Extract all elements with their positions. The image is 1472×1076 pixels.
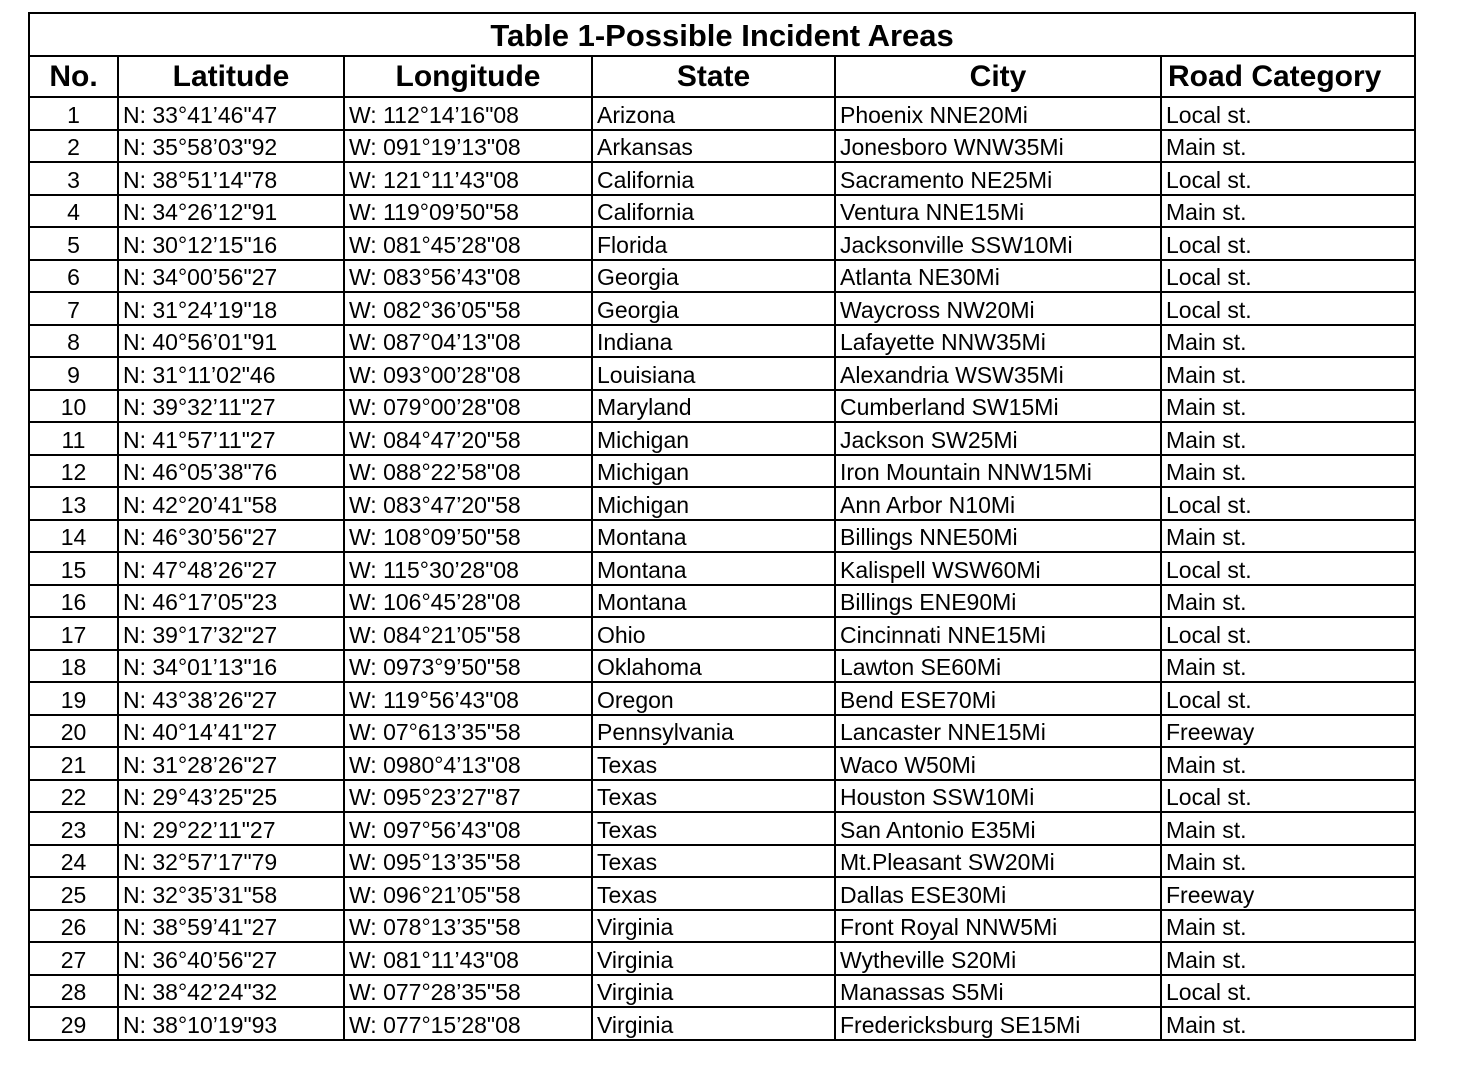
cell-road-category: Main st. — [1161, 910, 1415, 943]
cell-longitude: W: 115°30’28"08 — [344, 552, 592, 585]
cell-state: Florida — [592, 227, 835, 260]
cell-city: Billings NNE50Mi — [835, 520, 1161, 553]
cell-state: Ohio — [592, 617, 835, 650]
cell-longitude: W: 108°09’50"58 — [344, 520, 592, 553]
table-title: Table 1-Possible Incident Areas — [29, 13, 1415, 56]
cell-longitude: W: 096°21’05"58 — [344, 877, 592, 910]
cell-longitude: W: 079°00’28"08 — [344, 390, 592, 423]
cell-no: 12 — [29, 455, 118, 488]
cell-state: Texas — [592, 812, 835, 845]
cell-road-category: Main st. — [1161, 747, 1415, 780]
cell-city: Lafayette NNW35Mi — [835, 325, 1161, 358]
table-row — [29, 292, 1415, 325]
cell-no: 3 — [29, 162, 118, 195]
cell-no: 27 — [29, 942, 118, 975]
cell-road-category: Main st. — [1161, 390, 1415, 423]
cell-road-category: Main st. — [1161, 195, 1415, 228]
table-row — [29, 130, 1415, 163]
cell-longitude: W: 112°14’16"08 — [344, 97, 592, 130]
cell-latitude: N: 38°10’19"93 — [118, 1007, 344, 1040]
cell-no: 15 — [29, 552, 118, 585]
table-row — [29, 97, 1415, 130]
table-row — [29, 747, 1415, 780]
table-row — [29, 617, 1415, 650]
cell-state: Texas — [592, 877, 835, 910]
cell-no: 4 — [29, 195, 118, 228]
cell-no: 6 — [29, 260, 118, 293]
cell-longitude: W: 095°23’27"87 — [344, 780, 592, 813]
cell-latitude: N: 32°57’17"79 — [118, 845, 344, 878]
cell-latitude: N: 41°57’11"27 — [118, 422, 344, 455]
cell-no: 2 — [29, 130, 118, 163]
cell-state: California — [592, 195, 835, 228]
cell-no: 19 — [29, 682, 118, 715]
cell-state: Texas — [592, 780, 835, 813]
cell-city: Jonesboro WNW35Mi — [835, 130, 1161, 163]
cell-no: 5 — [29, 227, 118, 260]
cell-city: Lawton SE60Mi — [835, 650, 1161, 683]
cell-road-category: Freeway — [1161, 877, 1415, 910]
cell-longitude: W: 119°09’50"58 — [344, 195, 592, 228]
cell-city: Manassas S5Mi — [835, 975, 1161, 1008]
table-row — [29, 910, 1415, 943]
cell-state: Georgia — [592, 292, 835, 325]
table-row — [29, 455, 1415, 488]
cell-state: Virginia — [592, 910, 835, 943]
cell-state: Georgia — [592, 260, 835, 293]
cell-longitude: W: 081°11’43"08 — [344, 942, 592, 975]
cell-latitude: N: 36°40’56"27 — [118, 942, 344, 975]
cell-latitude: N: 31°28’26"27 — [118, 747, 344, 780]
cell-longitude: W: 121°11’43"08 — [344, 162, 592, 195]
cell-state: Maryland — [592, 390, 835, 423]
cell-latitude: N: 35°58’03"92 — [118, 130, 344, 163]
cell-no: 25 — [29, 877, 118, 910]
cell-road-category: Local st. — [1161, 260, 1415, 293]
cell-longitude: W: 07°613’35"58 — [344, 715, 592, 748]
cell-road-category: Main st. — [1161, 422, 1415, 455]
cell-state: Montana — [592, 552, 835, 585]
cell-latitude: N: 31°11’02"46 — [118, 357, 344, 390]
header-no: No. — [29, 56, 118, 97]
table-row — [29, 195, 1415, 228]
cell-state: Michigan — [592, 422, 835, 455]
cell-state: Michigan — [592, 455, 835, 488]
table-row — [29, 260, 1415, 293]
cell-longitude: W: 087°04’13"08 — [344, 325, 592, 358]
cell-latitude: N: 34°00’56"27 — [118, 260, 344, 293]
cell-state: Montana — [592, 585, 835, 618]
cell-no: 20 — [29, 715, 118, 748]
cell-city: Iron Mountain NNW15Mi — [835, 455, 1161, 488]
cell-state: Montana — [592, 520, 835, 553]
cell-state: Oklahoma — [592, 650, 835, 683]
cell-road-category: Main st. — [1161, 942, 1415, 975]
cell-state: California — [592, 162, 835, 195]
cell-road-category: Main st. — [1161, 325, 1415, 358]
cell-city: Jackson SW25Mi — [835, 422, 1161, 455]
cell-road-category: Local st. — [1161, 780, 1415, 813]
cell-no: 11 — [29, 422, 118, 455]
cell-city: Fredericksburg SE15Mi — [835, 1007, 1161, 1040]
cell-latitude: N: 38°42’24"32 — [118, 975, 344, 1008]
cell-city: San Antonio E35Mi — [835, 812, 1161, 845]
cell-latitude: N: 46°05’38"76 — [118, 455, 344, 488]
table-row — [29, 520, 1415, 553]
cell-road-category: Main st. — [1161, 650, 1415, 683]
cell-latitude: N: 34°26’12"91 — [118, 195, 344, 228]
cell-city: Bend ESE70Mi — [835, 682, 1161, 715]
cell-longitude: W: 084°21’05"58 — [344, 617, 592, 650]
cell-city: Jacksonville SSW10Mi — [835, 227, 1161, 260]
cell-road-category: Local st. — [1161, 682, 1415, 715]
cell-city: Billings ENE90Mi — [835, 585, 1161, 618]
table-row — [29, 162, 1415, 195]
cell-state: Indiana — [592, 325, 835, 358]
cell-no: 10 — [29, 390, 118, 423]
table-row — [29, 357, 1415, 390]
cell-longitude: W: 084°47’20"58 — [344, 422, 592, 455]
cell-road-category: Local st. — [1161, 227, 1415, 260]
cell-state: Arizona — [592, 97, 835, 130]
cell-state: Louisiana — [592, 357, 835, 390]
table-row — [29, 845, 1415, 878]
cell-road-category: Main st. — [1161, 520, 1415, 553]
cell-latitude: N: 40°56’01"91 — [118, 325, 344, 358]
cell-no: 1 — [29, 97, 118, 130]
cell-road-category: Local st. — [1161, 292, 1415, 325]
cell-latitude: N: 47°48’26"27 — [118, 552, 344, 585]
cell-city: Waycross NW20Mi — [835, 292, 1161, 325]
cell-longitude: W: 0973°9’50"58 — [344, 650, 592, 683]
cell-latitude: N: 46°30’56"27 — [118, 520, 344, 553]
cell-no: 28 — [29, 975, 118, 1008]
cell-latitude: N: 38°59’41"27 — [118, 910, 344, 943]
cell-road-category: Main st. — [1161, 585, 1415, 618]
cell-no: 14 — [29, 520, 118, 553]
header-longitude: Longitude — [344, 56, 592, 97]
table-row — [29, 877, 1415, 910]
header-city: City — [835, 56, 1161, 97]
table-header-row — [29, 56, 1415, 97]
table-row — [29, 325, 1415, 358]
cell-longitude: W: 083°56’43"08 — [344, 260, 592, 293]
cell-city: Dallas ESE30Mi — [835, 877, 1161, 910]
cell-city: Front Royal NNW5Mi — [835, 910, 1161, 943]
header-state: State — [592, 56, 835, 97]
cell-road-category: Main st. — [1161, 130, 1415, 163]
cell-road-category: Local st. — [1161, 97, 1415, 130]
cell-state: Virginia — [592, 975, 835, 1008]
cell-city: Phoenix NNE20Mi — [835, 97, 1161, 130]
cell-road-category: Local st. — [1161, 552, 1415, 585]
cell-longitude: W: 093°00’28"08 — [344, 357, 592, 390]
cell-road-category: Freeway — [1161, 715, 1415, 748]
cell-city: Atlanta NE30Mi — [835, 260, 1161, 293]
table-row — [29, 585, 1415, 618]
cell-city: Cumberland SW15Mi — [835, 390, 1161, 423]
cell-no: 21 — [29, 747, 118, 780]
cell-longitude: W: 077°15’28"08 — [344, 1007, 592, 1040]
cell-latitude: N: 29°22’11"27 — [118, 812, 344, 845]
cell-road-category: Local st. — [1161, 487, 1415, 520]
cell-latitude: N: 42°20’41"58 — [118, 487, 344, 520]
table-title-row — [29, 13, 1415, 56]
table-row — [29, 682, 1415, 715]
cell-no: 24 — [29, 845, 118, 878]
cell-road-category: Local st. — [1161, 162, 1415, 195]
table-row — [29, 942, 1415, 975]
cell-state: Virginia — [592, 942, 835, 975]
cell-longitude: W: 078°13’35"58 — [344, 910, 592, 943]
cell-longitude: W: 083°47’20"58 — [344, 487, 592, 520]
cell-longitude: W: 095°13’35"58 — [344, 845, 592, 878]
incident-areas-table-container — [28, 12, 1414, 1041]
cell-state: Arkansas — [592, 130, 835, 163]
cell-latitude: N: 40°14’41"27 — [118, 715, 344, 748]
table-row — [29, 422, 1415, 455]
cell-road-category: Main st. — [1161, 845, 1415, 878]
cell-latitude: N: 31°24’19"18 — [118, 292, 344, 325]
cell-city: Alexandria WSW35Mi — [835, 357, 1161, 390]
cell-state: Oregon — [592, 682, 835, 715]
cell-no: 26 — [29, 910, 118, 943]
table-row — [29, 975, 1415, 1008]
cell-road-category: Main st. — [1161, 812, 1415, 845]
cell-longitude: W: 088°22’58"08 — [344, 455, 592, 488]
cell-city: Kalispell WSW60Mi — [835, 552, 1161, 585]
cell-latitude: N: 39°32’11"27 — [118, 390, 344, 423]
cell-latitude: N: 29°43’25"25 — [118, 780, 344, 813]
cell-latitude: N: 38°51’14"78 — [118, 162, 344, 195]
cell-no: 18 — [29, 650, 118, 683]
cell-city: Cincinnati NNE15Mi — [835, 617, 1161, 650]
table-row — [29, 390, 1415, 423]
cell-longitude: W: 091°19’13"08 — [344, 130, 592, 163]
cell-city: Mt.Pleasant SW20Mi — [835, 845, 1161, 878]
cell-no: 22 — [29, 780, 118, 813]
header-latitude: Latitude — [118, 56, 344, 97]
cell-state: Texas — [592, 845, 835, 878]
cell-state: Michigan — [592, 487, 835, 520]
cell-state: Virginia — [592, 1007, 835, 1040]
cell-state: Pennsylvania — [592, 715, 835, 748]
cell-city: Ann Arbor N10Mi — [835, 487, 1161, 520]
table-row — [29, 650, 1415, 683]
cell-no: 16 — [29, 585, 118, 618]
table-row — [29, 227, 1415, 260]
cell-latitude: N: 30°12’15"16 — [118, 227, 344, 260]
cell-no: 8 — [29, 325, 118, 358]
cell-no: 7 — [29, 292, 118, 325]
table-row — [29, 812, 1415, 845]
table-row — [29, 552, 1415, 585]
cell-longitude: W: 097°56’43"08 — [344, 812, 592, 845]
cell-no: 9 — [29, 357, 118, 390]
cell-road-category: Main st. — [1161, 455, 1415, 488]
cell-city: Lancaster NNE15Mi — [835, 715, 1161, 748]
cell-longitude: W: 0980°4’13"08 — [344, 747, 592, 780]
table-row — [29, 780, 1415, 813]
cell-latitude: N: 43°38’26"27 — [118, 682, 344, 715]
cell-road-category: Main st. — [1161, 1007, 1415, 1040]
cell-road-category: Local st. — [1161, 617, 1415, 650]
cell-road-category: Main st. — [1161, 357, 1415, 390]
cell-no: 17 — [29, 617, 118, 650]
cell-latitude: N: 32°35’31"58 — [118, 877, 344, 910]
cell-longitude: W: 082°36’05"58 — [344, 292, 592, 325]
cell-longitude: W: 119°56’43"08 — [344, 682, 592, 715]
table-row — [29, 1007, 1415, 1040]
incident-areas-table — [28, 12, 1416, 1041]
cell-latitude: N: 39°17’32"27 — [118, 617, 344, 650]
cell-no: 29 — [29, 1007, 118, 1040]
cell-city: Ventura NNE15Mi — [835, 195, 1161, 228]
cell-latitude: N: 33°41’46"47 — [118, 97, 344, 130]
header-road-category: Road Category — [1161, 56, 1415, 97]
cell-no: 13 — [29, 487, 118, 520]
cell-city: Waco W50Mi — [835, 747, 1161, 780]
cell-longitude: W: 081°45’28"08 — [344, 227, 592, 260]
cell-city: Sacramento NE25Mi — [835, 162, 1161, 195]
cell-longitude: W: 077°28’35"58 — [344, 975, 592, 1008]
table-body — [29, 97, 1415, 1040]
cell-city: Houston SSW10Mi — [835, 780, 1161, 813]
cell-state: Texas — [592, 747, 835, 780]
cell-road-category: Local st. — [1161, 975, 1415, 1008]
table-row — [29, 715, 1415, 748]
cell-longitude: W: 106°45’28"08 — [344, 585, 592, 618]
cell-no: 23 — [29, 812, 118, 845]
cell-latitude: N: 46°17’05"23 — [118, 585, 344, 618]
cell-city: Wytheville S20Mi — [835, 942, 1161, 975]
table-row — [29, 487, 1415, 520]
cell-latitude: N: 34°01’13"16 — [118, 650, 344, 683]
